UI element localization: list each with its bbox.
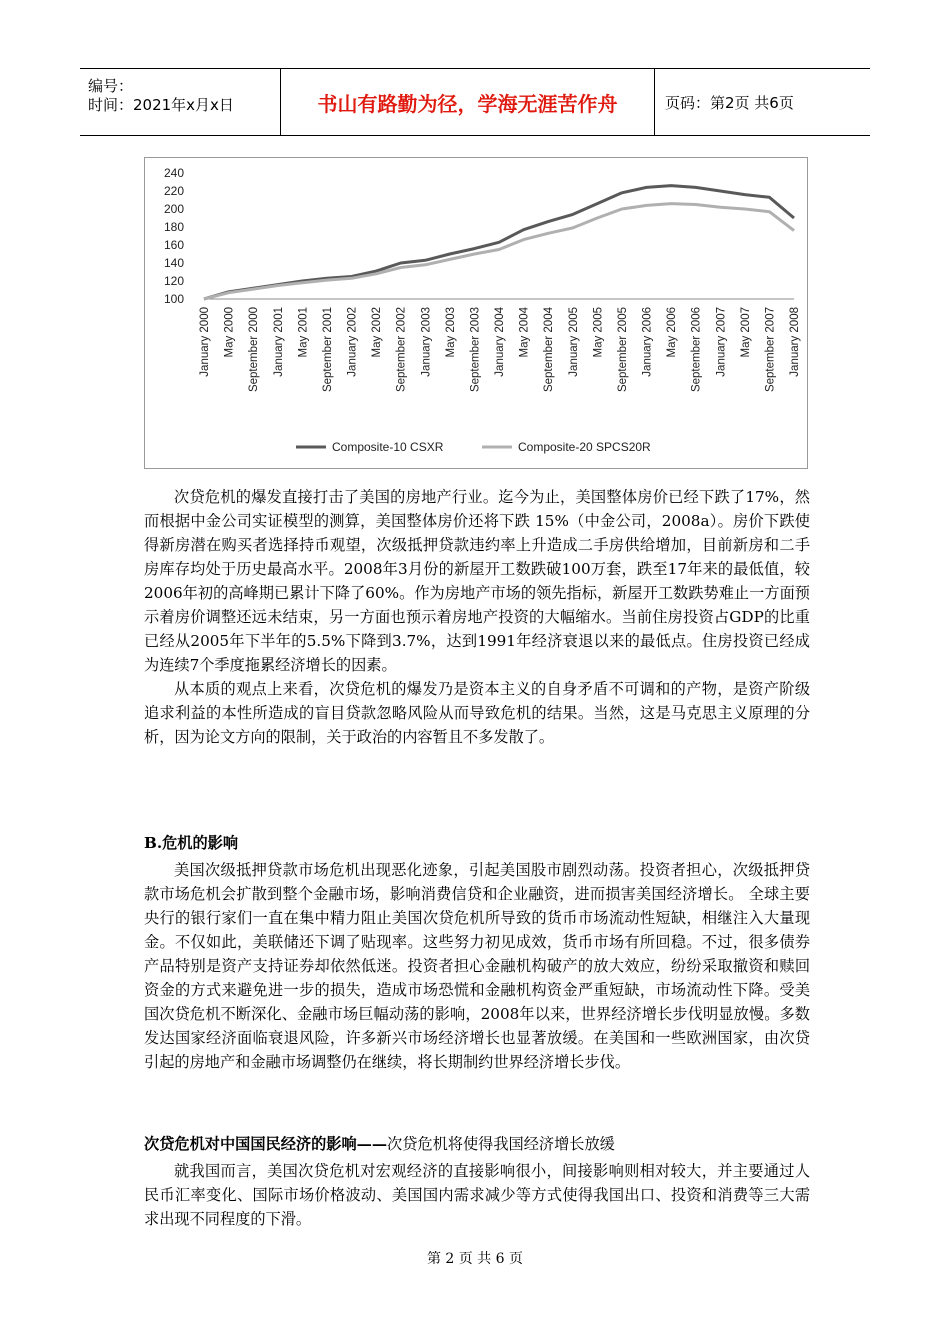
x-tick-label: May 2003 bbox=[444, 307, 457, 358]
paragraph-china-economy: 就我国而言，美国次贷危机对宏观经济的直接影响很小，间接影响则相对较大，并主要通过人民币汇率变化、国际市场价格波动、美国国内需求减少等方式使得我国出口、投资和消费等三大需求出现不同程度的下滑。 bbox=[144, 1162, 810, 1228]
header-meta-cell bbox=[80, 69, 281, 135]
heading-china-impact-bold: 次贷危机对中国国民经济的影响—— bbox=[144, 1135, 387, 1153]
house-price-chart bbox=[144, 157, 808, 469]
x-tick-label: September 2006 bbox=[690, 307, 703, 393]
paragraph-market-turmoil: 美国次级抵押贷款市场危机出现恶化迹象，引起美国股市剧烈动荡。投资者担心，次级抵押贷款市场危机会扩散到整个金融市场，影响消费信贷和企业融资，进而损害美国经济增长。 全球主要央行的银行家们一直在集中精力阻止美国次贷危机所导致的货币市场流动性短缺，相继注入大量现金。不仅如此，美联储还下调了贴现率。这些努力初见成效，货币市场有所回稳。不过，很多债券产品特别是资产支持证券却依然低迷。投资者担心金融机构破产的放大效应，纷纷采取撤资和赎回资金的方式来避免进一步的损失，造成市场恐慌和金融机构资金严重短缺，市场流动性下降。受美国次贷危机不断深化、金融市场巨幅动荡的影响，2008年以来，世界经济增长步伐明显放慢。多数发达国家经济面临衰退风险，许多新兴市场经济增长也显著放缓。在美国和一些欧洲国家，由次贷引起的房地产和金融市场调整仍在继续，将长期制约世界经济增长步伐。 bbox=[144, 861, 810, 1071]
x-tick-label: May 2001 bbox=[297, 307, 310, 358]
x-tick-label: September 2004 bbox=[543, 307, 556, 393]
x-tick-label: January 2006 bbox=[641, 307, 654, 377]
heading-crisis-impact: B.危机的影响 bbox=[144, 834, 239, 852]
x-tick-label: September 2001 bbox=[321, 307, 334, 393]
x-tick-label: January 2005 bbox=[567, 307, 580, 377]
heading-china-impact bbox=[144, 1133, 615, 1154]
page-footer: 第 2 页 共 6 页 bbox=[426, 1251, 524, 1267]
x-tick-label: September 2003 bbox=[469, 307, 482, 393]
y-tick-label: 220 bbox=[163, 184, 184, 198]
code-label: 编号： bbox=[88, 77, 134, 95]
x-tick-label: September 2007 bbox=[764, 307, 777, 393]
date-label: 时间：2021年x月x日 bbox=[88, 96, 234, 114]
y-tick-label: 120 bbox=[163, 274, 184, 288]
page-header bbox=[80, 68, 870, 136]
y-tick-label: 140 bbox=[163, 256, 184, 270]
x-tick-label: May 2000 bbox=[223, 307, 236, 358]
x-tick-label: January 2000 bbox=[199, 307, 211, 377]
y-tick-label: 200 bbox=[163, 202, 184, 216]
y-tick-label: 240 bbox=[163, 166, 184, 180]
x-tick-label: January 2001 bbox=[272, 307, 285, 377]
body-section-a bbox=[144, 485, 810, 749]
x-tick-label: September 2000 bbox=[248, 307, 261, 393]
x-tick-label: January 2008 bbox=[789, 307, 801, 377]
y-tick-label: 160 bbox=[163, 238, 184, 252]
legend-label: Composite-10 CSXR bbox=[332, 440, 444, 454]
body-section-b bbox=[144, 858, 810, 1074]
x-tick-label: May 2005 bbox=[592, 307, 605, 358]
x-tick-label: January 2004 bbox=[494, 307, 506, 377]
paragraph-housing-impact: 次贷危机的爆发直接打击了美国的房地产行业。迄今为止，美国整体房价已经下跌了17%，然而根据中金公司实证模型的测算，美国整体房价还将下跌 15%（中金公司，2008a）。房价下跌使得新房潜在购买者选择持币观望，次级抵押贷款违约率上升造成二手房供给增加，目前新房和二手房库存均处于历史最高水平。2008年3月份的新屋开工数跌破100万套，跌至17年来的最低值，较2006年初的高峰期已累计下降了60%。作为房地产市场的领先指标，新屋开工数跌势难止一方面预示着房价调整还远未结束，另一方面也预示着房地产投资的大幅缩水。当前住房投资占GDP的比重已经从2005年下半年的5.5%下降到3.7%，达到1991年经济衰退以来的最低点。住房投资已经成为连续7个季度拖累经济增长的因素。 bbox=[144, 488, 810, 674]
y-tick-label: 100 bbox=[163, 292, 184, 306]
legend-label: Composite-20 SPCS20R bbox=[518, 440, 651, 454]
x-tick-label: May 2006 bbox=[666, 307, 679, 358]
paragraph-essence: 从本质的观点上来看，次贷危机的爆发乃是资本主义的自身矛盾不可调和的产物，是资产阶级追求利益的本性所造成的盲目贷款忽略风险从而导致危机的结果。当然，这是马克思主义原理的分析，因为论文方向的限制，关于政治的内容暂且不多发散了。 bbox=[144, 680, 810, 746]
body-section-c bbox=[144, 1159, 810, 1231]
page-number-label: 页码：第2页 共6页 bbox=[665, 93, 794, 112]
x-tick-label: September 2002 bbox=[395, 307, 408, 393]
x-tick-label: May 2004 bbox=[518, 307, 531, 358]
y-tick-label: 180 bbox=[163, 220, 184, 234]
x-tick-label: May 2007 bbox=[739, 307, 752, 358]
x-tick-label: January 2002 bbox=[346, 307, 359, 377]
heading-china-impact-rest: 次贷危机将使得我国经济增长放缓 bbox=[387, 1135, 615, 1153]
x-tick-label: May 2002 bbox=[371, 307, 384, 358]
x-tick-label: September 2005 bbox=[616, 307, 629, 393]
motto: 书山有路勤为径，学海无涯苦作舟 bbox=[281, 69, 655, 135]
x-tick-label: January 2003 bbox=[420, 307, 433, 377]
x-tick-label: January 2007 bbox=[715, 307, 728, 377]
